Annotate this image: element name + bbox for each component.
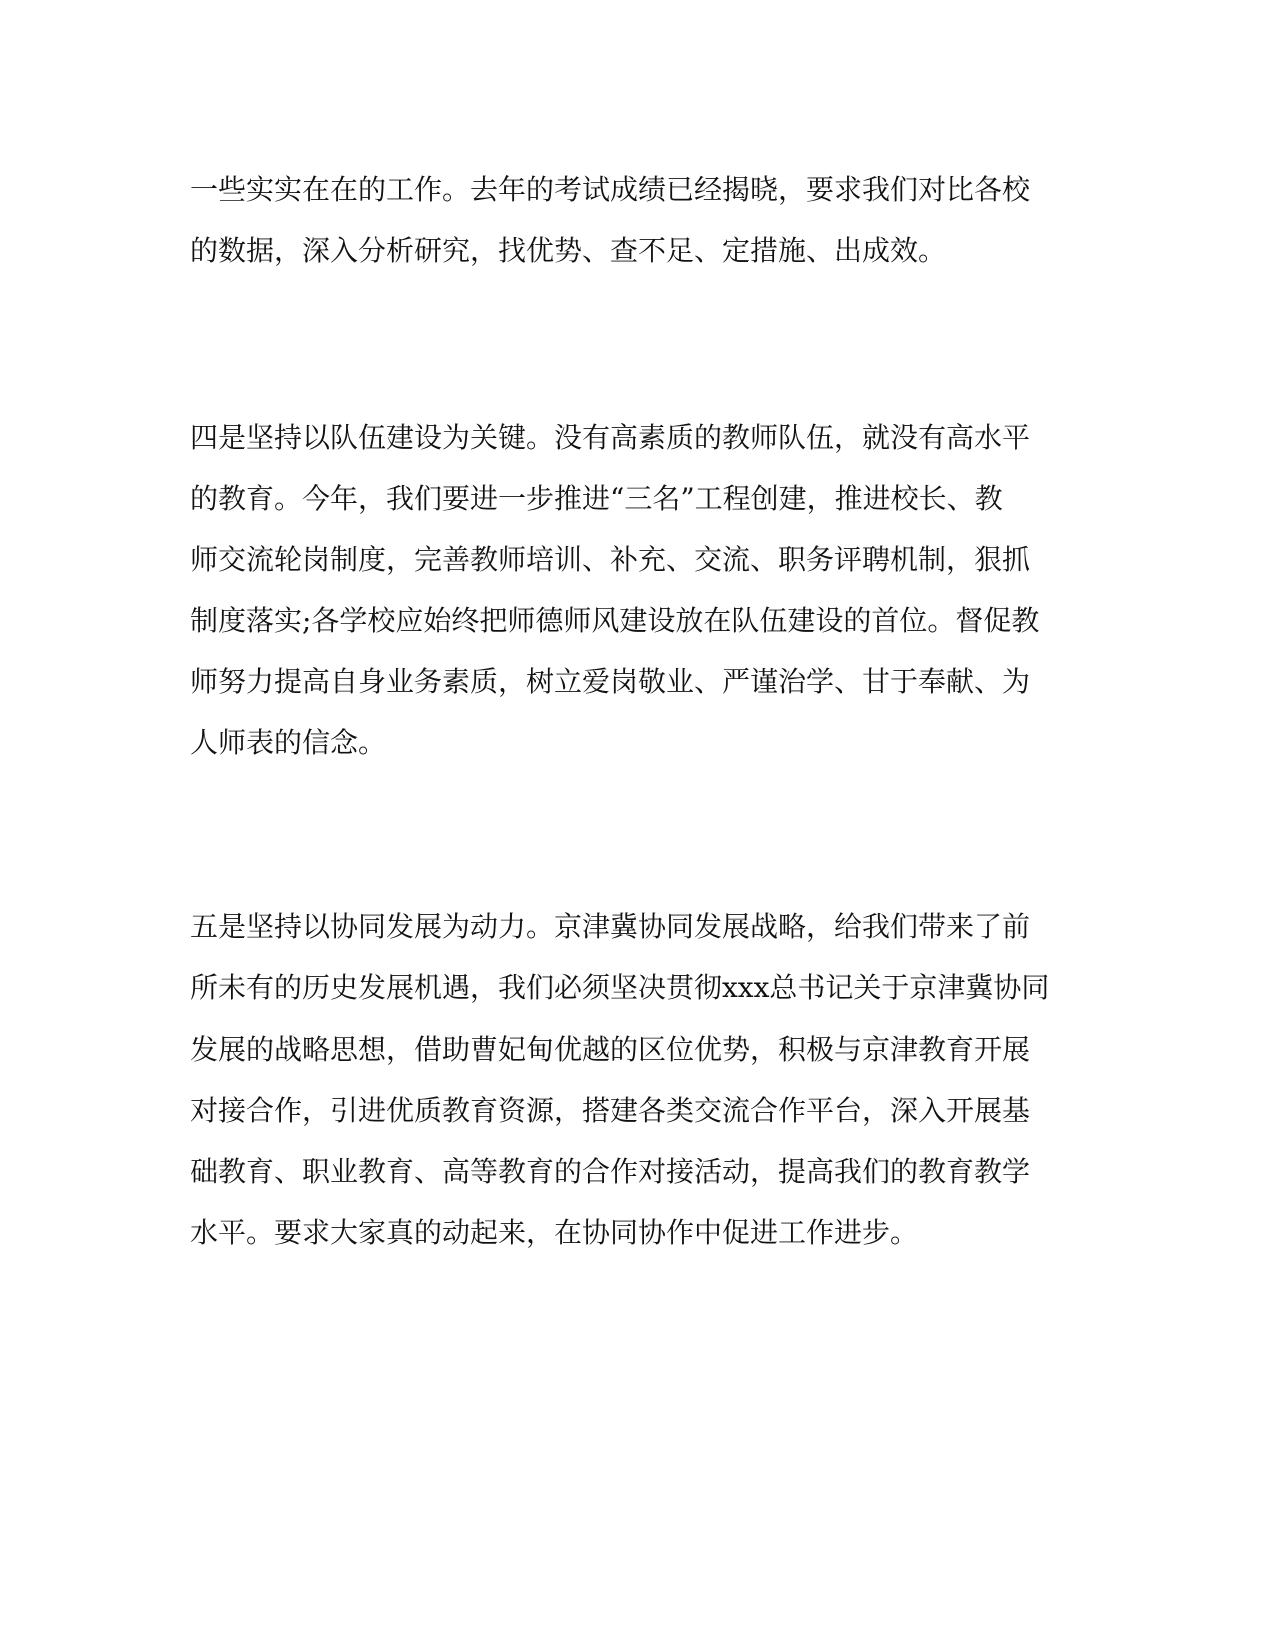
text-line: 制度落实;各学校应始终把师德师风建设放在队伍建设的首位。督促教 <box>190 604 1040 637</box>
text-line: 五是坚持以协同发展为动力。京津冀协同发展战略，给我们带来了前 <box>190 910 1031 943</box>
text-line: 础教育、职业教育、高等教育的合作对接活动，提高我们的教育教学 <box>190 1155 1031 1188</box>
text-line: 师交流轮岗制度，完善教师培训、补充、交流、职务评聘机制，狠抓 <box>190 543 1031 576</box>
text-line: 水平。要求大家真的动起来，在协同协作中促进工作进步。 <box>190 1216 919 1249</box>
text-line: 师努力提高自身业务素质，树立爱岗敬业、严谨治学、甘于奉献、为 <box>190 665 1031 698</box>
text-line: 的教育。今年，我们要进一步推进“三名”工程创建，推进校长、教 <box>190 482 1003 515</box>
text-line: 四是坚持以队伍建设为关键。没有高素质的教师队伍，就没有高水平 <box>190 421 1031 454</box>
text-line: 一些实实在在的工作。去年的考试成绩已经揭晓，要求我们对比各校 <box>190 173 1031 206</box>
text-line: 的数据，深入分析研究，找优势、查不足、定措施、出成效。 <box>190 234 947 267</box>
text-line: 发展的战略思想，借助曹妃甸优越的区位优势，积极与京津教育开展 <box>190 1033 1031 1066</box>
text-line: 人师表的信念。 <box>190 726 387 759</box>
text-line: 所未有的历史发展机遇，我们必须坚决贯彻xxx总书记关于京津冀协同 <box>190 971 1050 1004</box>
text-line: 对接合作，引进优质教育资源，搭建各类交流合作平台，深入开展基 <box>190 1094 1031 1127</box>
